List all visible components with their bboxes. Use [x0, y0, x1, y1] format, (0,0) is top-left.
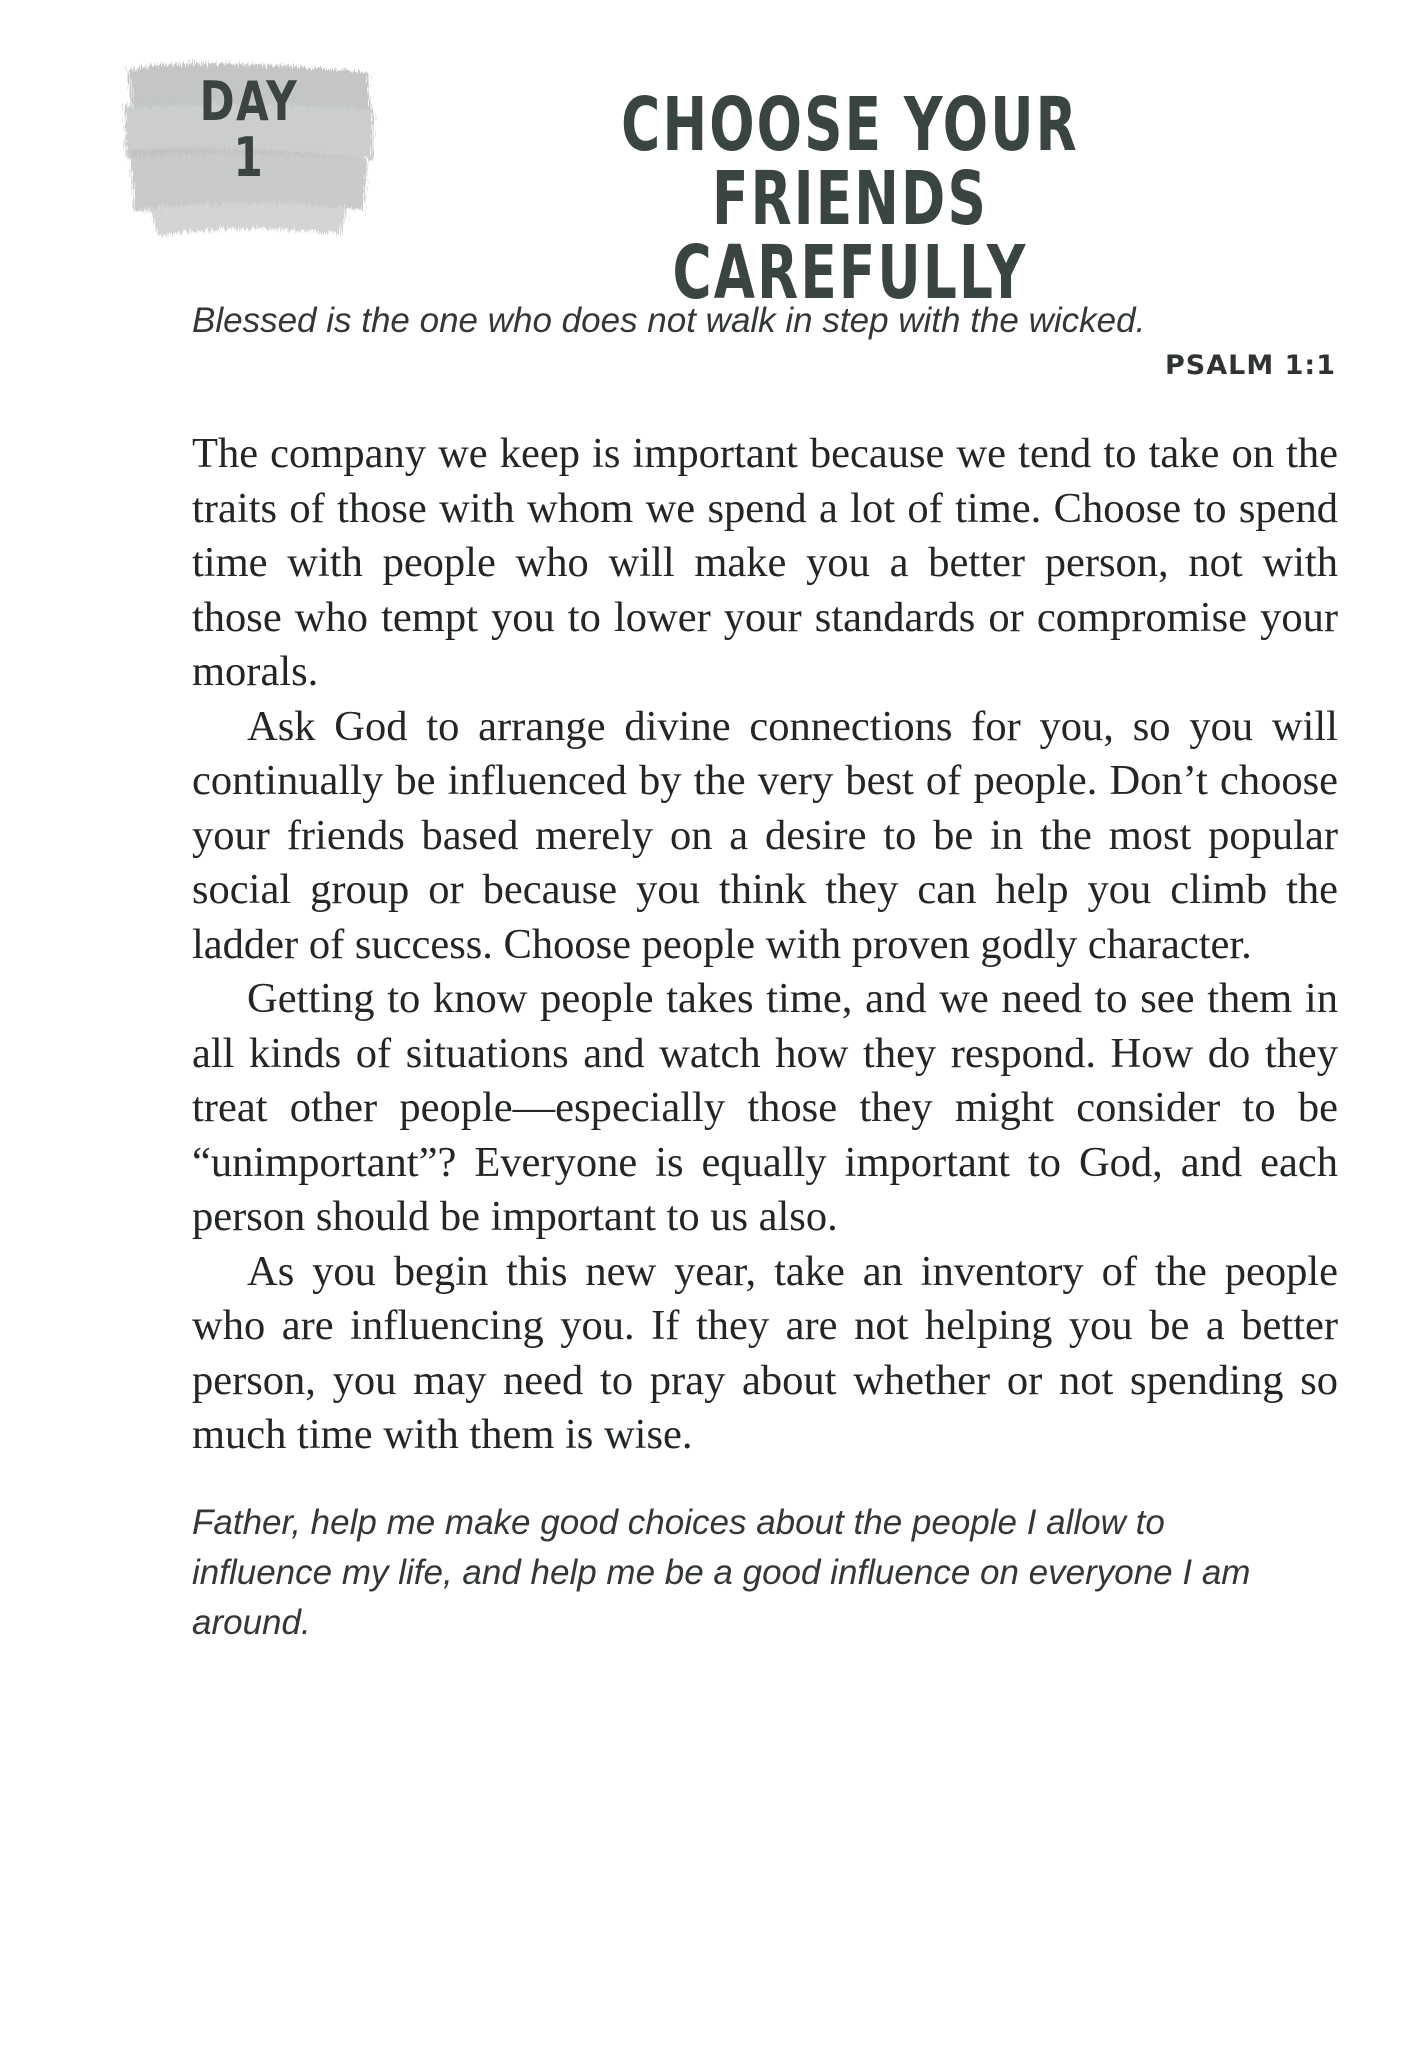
title-line-1: CHOOSE YOUR FRIENDS — [621, 82, 1079, 242]
day-badge — [118, 50, 380, 242]
day-label-block — [147, 70, 351, 189]
devotional-body — [192, 427, 1338, 1463]
body-paragraph-3: Getting to know people takes time, and we need to see them in all kinds of situations and watch how they respond. How do they treat other people—especially those they might consider to be “unimportant”? Everyone is equally important to God, and each person should be important to us also. — [192, 975, 1338, 1240]
title-line-2: CAREFULLY — [672, 230, 1028, 316]
day-number: 1 — [233, 126, 265, 189]
closing-prayer: Father, help me make good choices about the people I allow to influence my life, and help me be a good influence on everyone I am around. — [192, 1503, 1251, 1642]
body-paragraph-4: As you begin this new year, take an inventory of the people who are influencing you. If they are not helping you be a better person, you may need to pray about whether or not spending so much time with them is wise. — [192, 1247, 1338, 1458]
scripture-quote: Blessed is the one who does not walk in step with the wicked. — [192, 301, 1146, 340]
body-paragraph-1: The company we keep is important because we tend to take on the traits of those with whom we spend a lot of time. Choose to spend time with people who will make you a better person, not with those who tempt you to lower your standards or compromise your morals. — [192, 430, 1338, 695]
body-paragraph-2: Ask God to arrange divine connections for you, so you will continually be influenced by the very best of people. Don’t choose your friends based merely on a desire to be in the most popular social group or because you think they can help you climb the ladder of success. Choose people with proven godly character. — [192, 702, 1338, 968]
scripture-reference: PSALM 1:1 — [1165, 350, 1336, 381]
page-title — [548, 82, 1153, 316]
day-label: DAY — [199, 70, 299, 133]
